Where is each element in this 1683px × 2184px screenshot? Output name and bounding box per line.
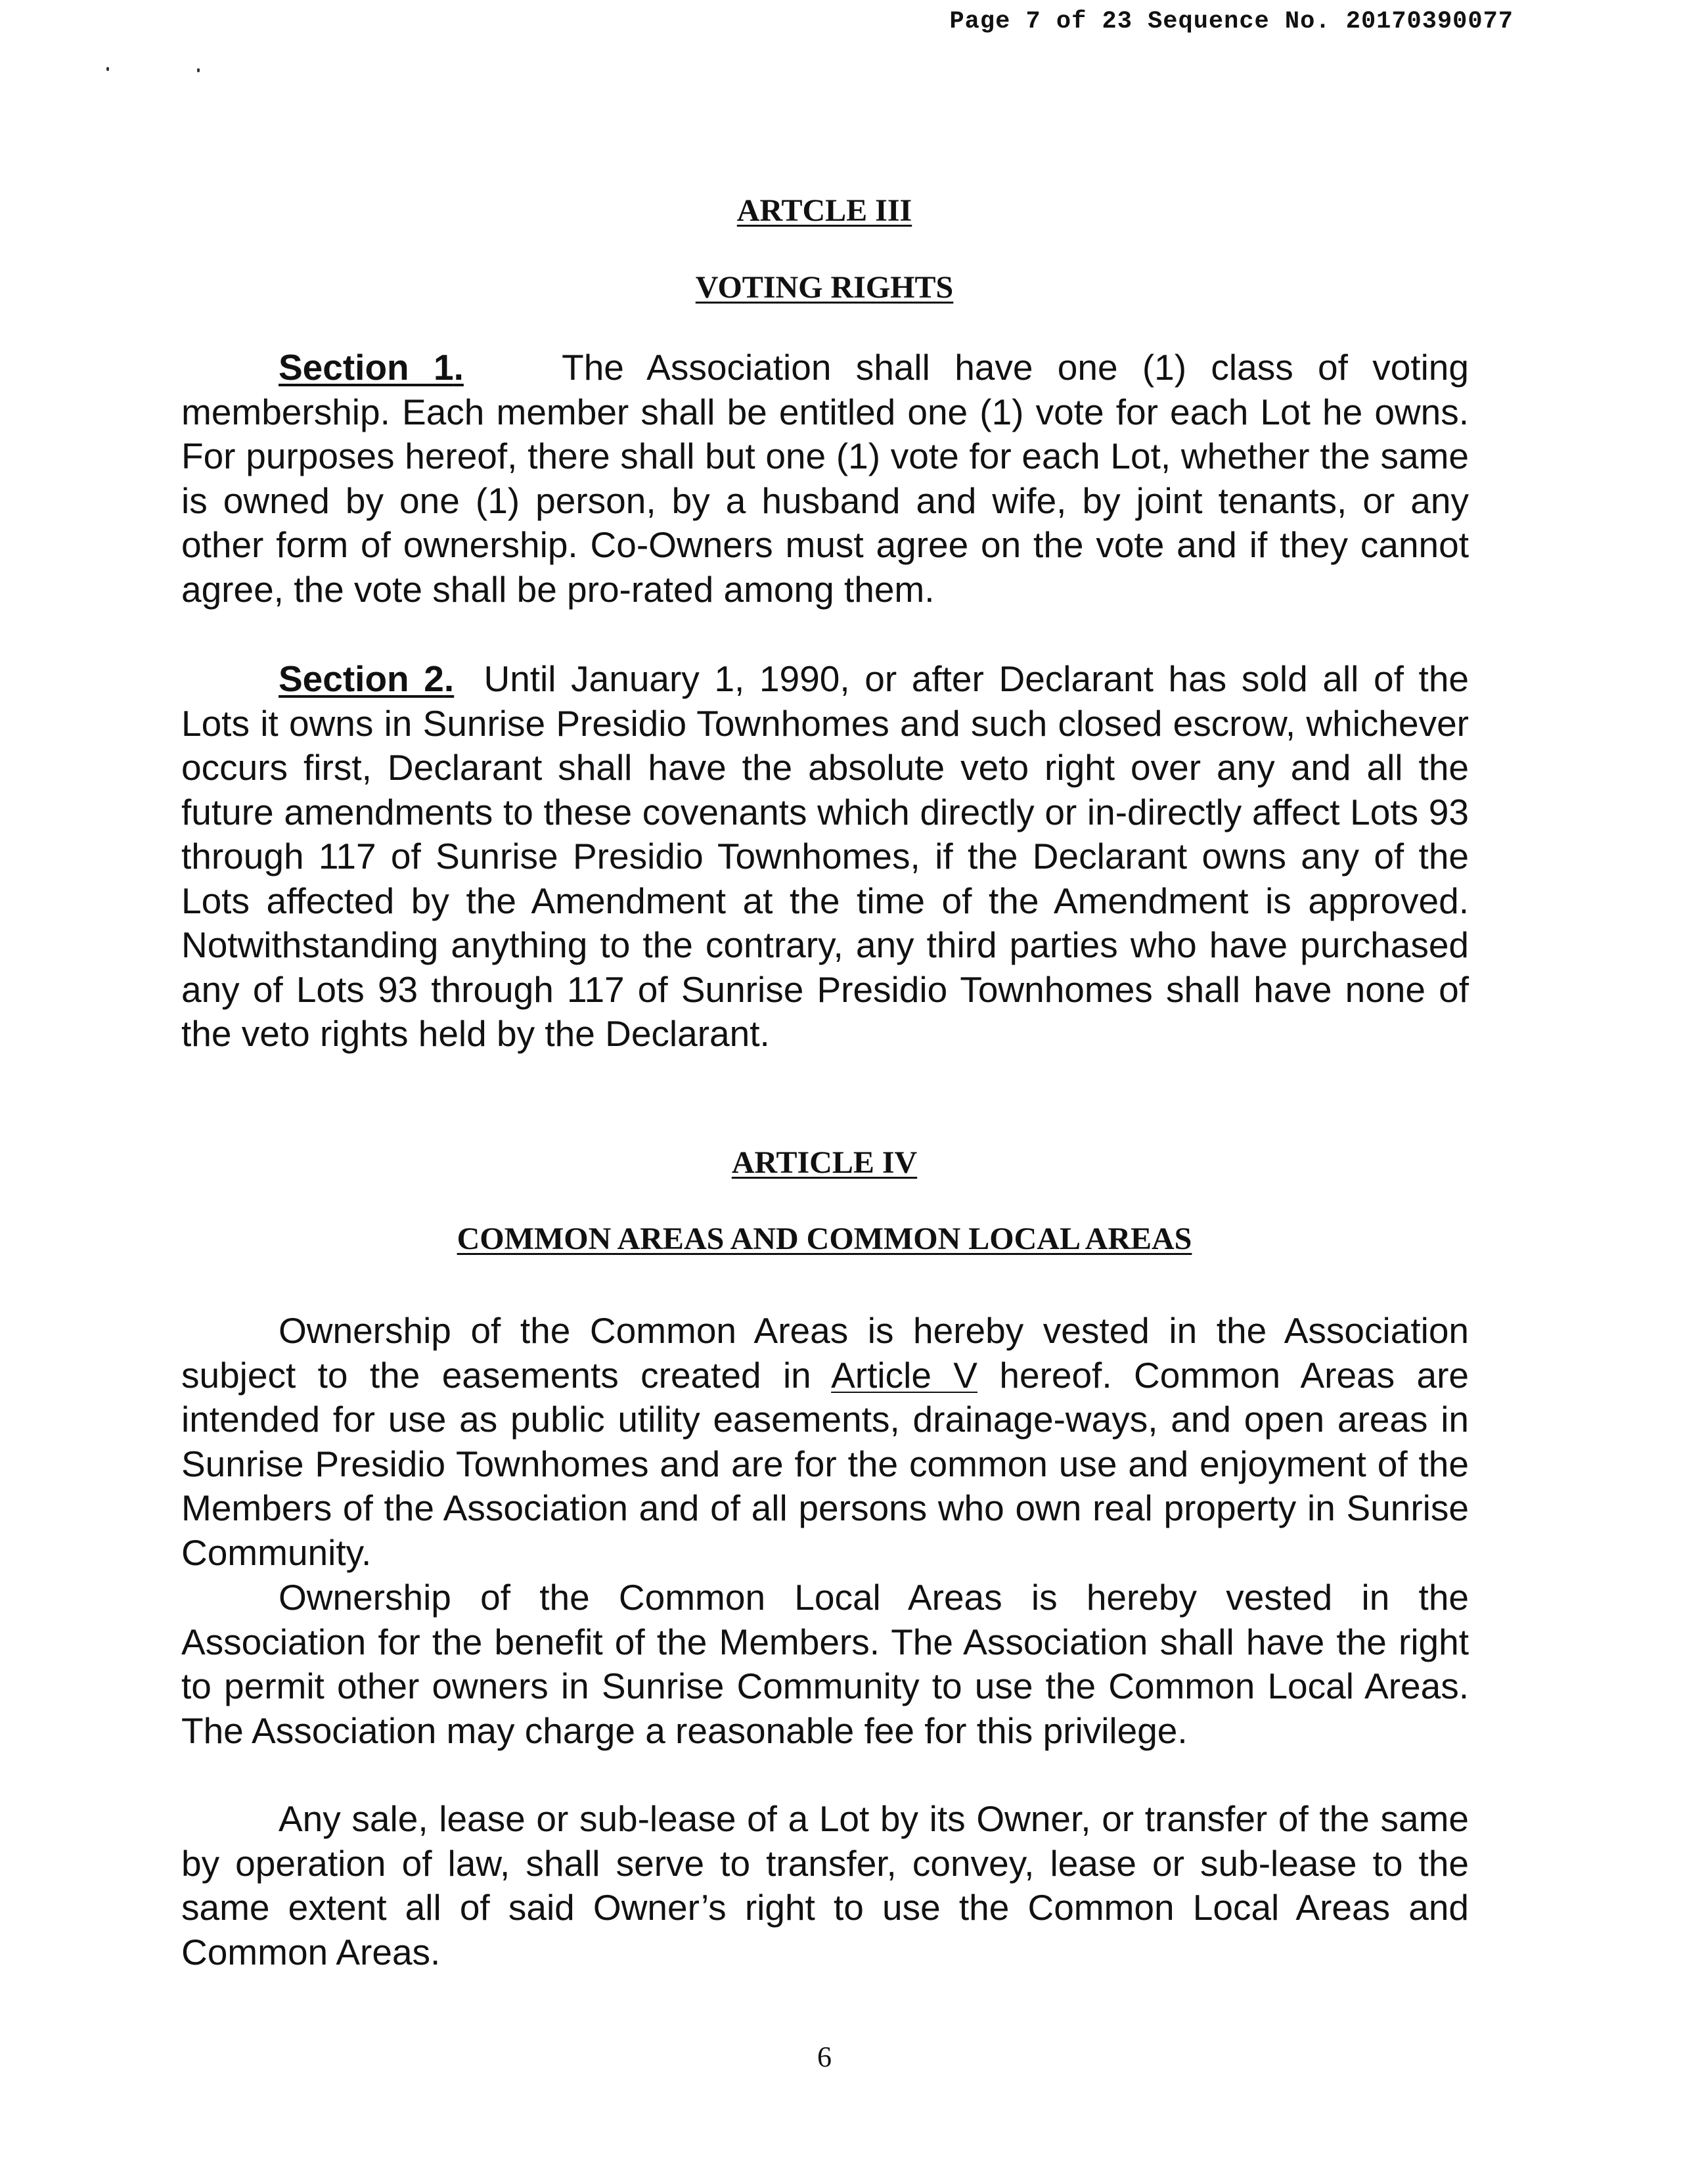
section-2-paragraph [181,657,1469,1057]
para-1-text-start: Ownership of the Common Areas is hereby vested in the Association subject to the easements created in [181,1310,1469,1396]
article-4-paragraph-3: Any sale, lease or sub-lease of a Lot by its Owner, or transfer of the same by operation of law, shall serve to transfer, convey, lease or sub-lease to the same extent all of said Owner’s right to use the Common Local Areas and Common Areas. [181,1798,1469,1972]
section-2-label: Section 2 [279,658,444,699]
article-4-paragraph-1 [181,1309,1469,1575]
section-1-label-punct: . [453,347,464,388]
section-1-text: The Association shall have one (1) class of voting membership. Each member shall be entitled one (1) vote for each Lot he owns. For purposes hereof, there shall but one (1) vote for each Lot, whether the same is owned by one (1) person, by a husband and wife, by joint tenants, or any other form of ownership. Co-Owners must agree on the vote and if they cannot agree, the vote shall be pro-rated among them. [181,347,1469,610]
scan-speck [197,68,200,72]
section-2-text: Until January 1, 1990, or after Declarant has sold all of the Lots it owns in Sunrise Presidio Townhomes and such closed escrow, whichever occurs first, Declarant shall have the absolute veto right over any and all the future amendments to these covenants which directly or in-directly affect Lots 93 through 117 of Sunrise Presidio Townhomes, if the Declarant owns any of the Lots affected by the Amendment at the time of the Amendment is approved. Notwithstanding anything to the contrary, any third parties who have purchased any of Lots 93 through 117 of Sunrise Presidio Townhomes shall have none of the veto rights held by the Declarant. [181,658,1470,1054]
section-1-paragraph [181,346,1469,612]
section-2-label-punct: . [443,658,455,699]
article-v-reference: Article V [831,1354,977,1396]
article-4-paragraph-2: Ownership of the Common Local Areas is hereby vested in the Association for the benefit of the Members. The Association shall have the right to permit other owners in Sunrise Community to use the Common Local Areas. The Association may charge a reasonable fee for this privilege. [181,1577,1469,1751]
para-1-text-end: hereof. Common Areas are intended for use as public utility easements, drainage-ways, and open areas in Sunrise Presidio Townhomes and are for the common use and enjoyment of the Members of the Association and of all persons who own real property in Sunrise Community. [181,1354,1470,1573]
section-1-label: Section 1 [279,347,454,388]
article-3-subtitle: VOTING RIGHTS [695,270,954,305]
page-number: 6 [817,2041,832,2073]
article-3-title: ARTCLE III [736,193,912,228]
article-4-subtitle: COMMON AREAS AND COMMON LOCAL AREAS [457,1221,1192,1256]
page-sequence-stamp: Page 7 of 23 Sequence No. 20170390077 [949,8,1514,35]
scan-speck [106,67,109,71]
article-4-title: ARTICLE IV [731,1145,918,1180]
